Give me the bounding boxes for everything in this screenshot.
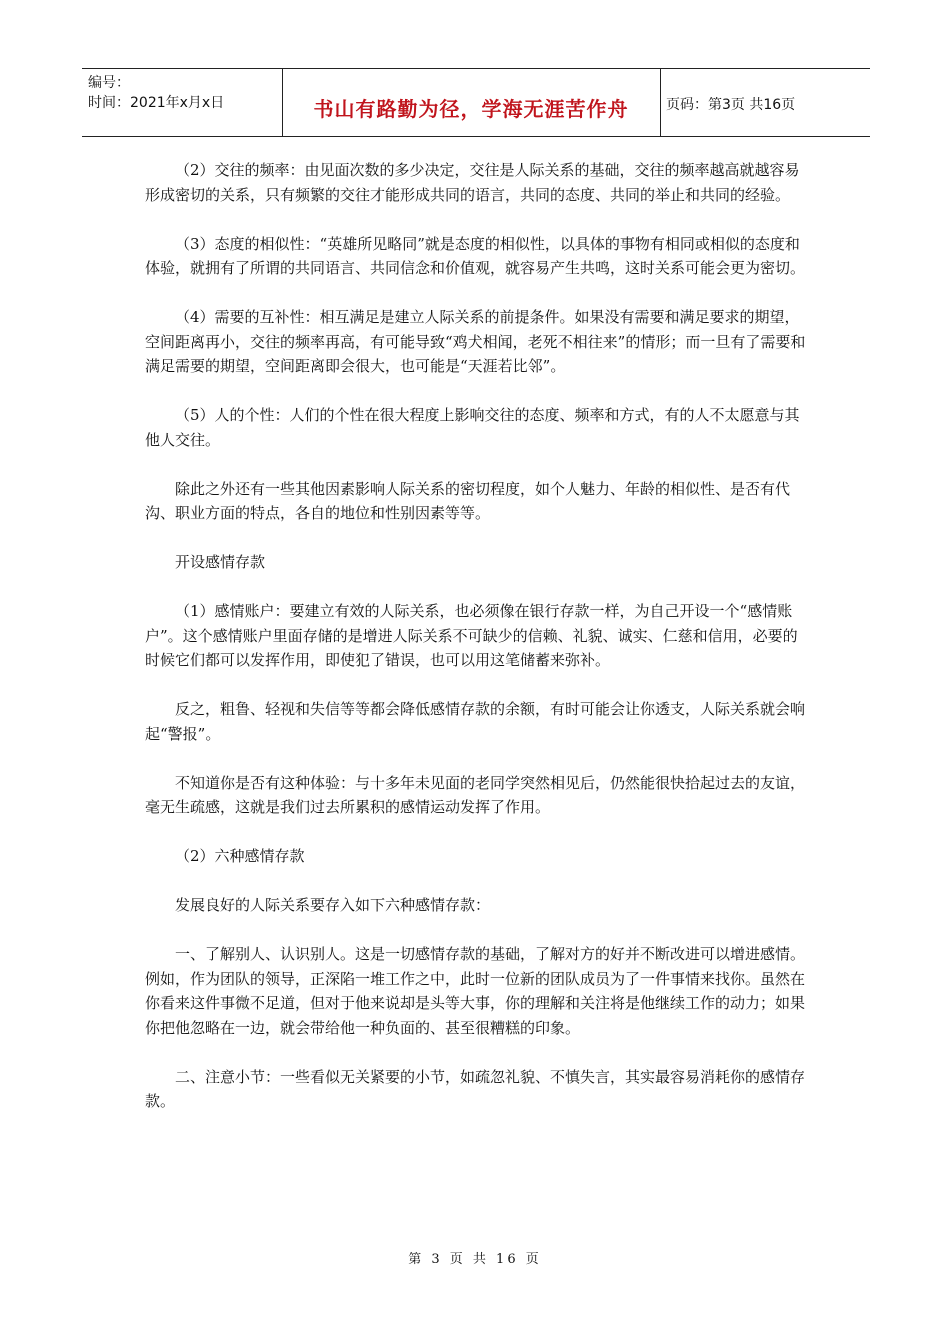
- header-middle-cell: [282, 69, 661, 136]
- page-footer: 第 3 页 共 16 页: [408, 1252, 542, 1267]
- paragraph-frequency: （2）交往的频率：由见面次数的多少决定，交往是人际关系的基础，交往的频率越高就越容易形成密切的关系，只有频繁的交往才能形成共同的语言，共同的态度、共同的举止和共同的经验。: [145, 161, 800, 204]
- paragraph-small-details: 二、注意小节：一些看似无关紧要的小节，如疏忽礼貌、不慎失言，其实最容易消耗你的感情存款。: [145, 1067, 806, 1110]
- page-header: [82, 68, 870, 137]
- header-motto: 书山有路勤为径，学海无涯苦作舟: [313, 97, 629, 121]
- document-number-label: 编号：: [88, 75, 130, 91]
- paragraph-other-factors: 除此之外还有一些其他因素影响人际关系的密切程度，如个人魅力、年龄的相似性、是否有代沟、职业方面的特点，各自的地位和性别因素等等。: [145, 479, 791, 522]
- paragraph-understand-others: 一、了解别人、认识别人。这是一切感情存款的基础，了解对方的好并不断改进可以增进感情。例如，作为团队的领导，正深陷一堆工作之中，此时一位新的团队成员为了一件事情来找你。虽然在你看来这件事微不足道，但对于他来说却是头等大事，你的理解和关注将是他继续工作的动力；如果你把他忽略在一边，就会带给他一种负面的、甚至很糟糕的印象。: [145, 945, 806, 1037]
- paragraph-six-deposits-intro: 发展良好的人际关系要存入如下六种感情存款：: [175, 896, 491, 914]
- document-date: 时间：2021年x月x日: [88, 95, 225, 111]
- paragraph-overdraft: 反之，粗鲁、轻视和失信等等都会降低感情存款的余额，有时可能会让你透支，人际关系就会响起“警报”。: [145, 700, 806, 743]
- document-body: [145, 158, 810, 1138]
- section-heading-emotional-deposit: 开设感情存款: [175, 553, 266, 571]
- paragraph-personality: （5）人的个性：人们的个性在很大程度上影响交往的态度、频率和方式，有的人不太愿意与其他人交往。: [145, 406, 800, 449]
- paragraph-emotional-account: （1）感情账户：要建立有效的人际关系，也必须像在银行存款一样，为自己开设一个“感情账户”。这个感情账户里面存储的是增进人际关系不可缺少的信赖、礼貌、诚实、仁慈和信用，必要的时候它们都可以发挥作用，即使犯了错误，也可以用这笔储蓄来弥补。: [145, 602, 798, 669]
- header-page-info: 页码：第3页 共16页: [666, 97, 796, 113]
- paragraph-old-classmates: 不知道你是否有这种体验：与十多年未见面的老同学突然相见后，仍然能很快拾起过去的友谊，毫无生疏感，这就是我们过去所累积的感情运动发挥了作用。: [145, 773, 806, 816]
- paragraph-complementarity: （4）需要的互补性：相互满足是建立人际关系的前提条件。如果没有需要和满足要求的期望，空间距离再小，交往的频率再高，有可能导致“鸡犬相闻，老死不相往来”的情形；而一旦有了需要和满足需要的期望，空间距离即会很大，也可能是“天涯若比邻”。: [145, 308, 806, 375]
- header-left-cell: [82, 69, 283, 136]
- header-right-cell: [660, 69, 870, 136]
- paragraph-similarity: （3）态度的相似性：“英雄所见略同”就是态度的相似性，以具体的事物有相同或相似的态度和体验，就拥有了所谓的共同语言、共同信念和价值观，就容易产生共鸣，这时关系可能会更为密切。: [145, 234, 806, 277]
- subheading-six-deposits: （2）六种感情存款: [175, 847, 305, 865]
